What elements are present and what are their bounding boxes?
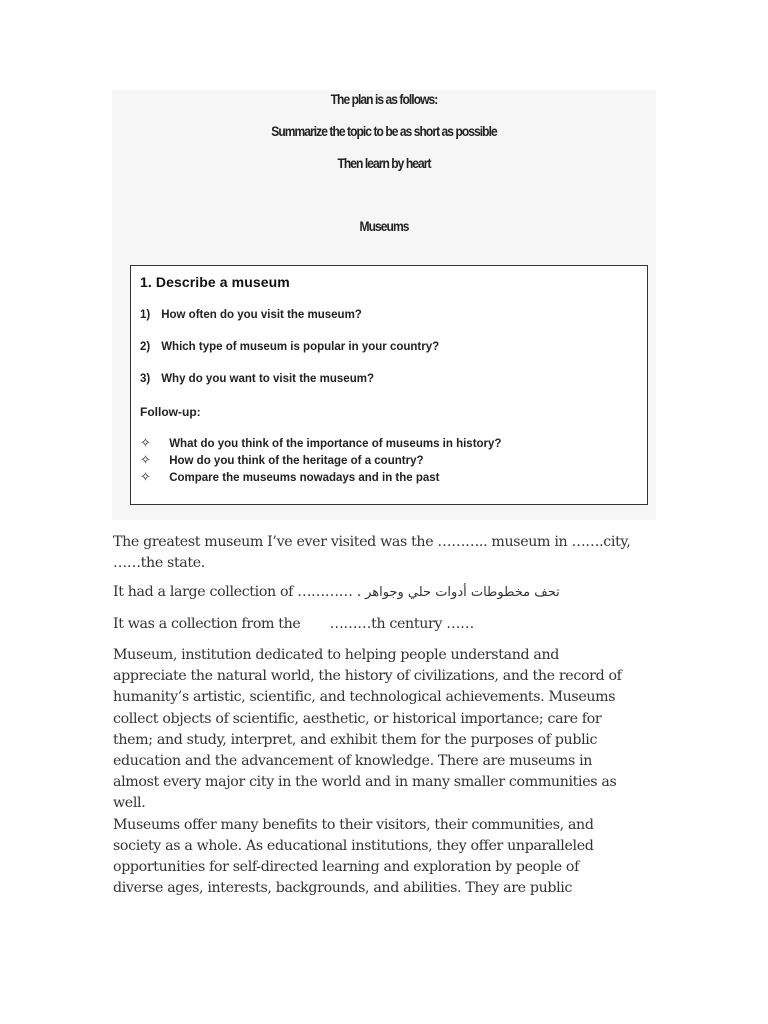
paragraph-line: appreciate the natural world, the history of civilizations, and the record of: [113, 668, 622, 685]
follow-up-item: [140, 435, 501, 451]
question-number: 1): [140, 309, 151, 321]
question-text: How often do you visit the museum?: [161, 309, 362, 321]
sentence-arabic: تحف مخطوطات أدوات حلي وجواهر: [365, 585, 560, 600]
paragraph-line: collect objects of scientific, aesthetic, or historical importance; care for: [113, 710, 602, 727]
question-box-title: 1. Describe a museum: [140, 274, 290, 290]
plan-heading: The plan is as follows:: [330, 91, 438, 107]
paragraph-line: education and the advancement of knowledge. There are museums in: [113, 753, 593, 770]
question-text: Which type of museum is popular in your country?: [161, 341, 440, 353]
paragraph-line: them; and study, interpret, and exhibit them for the purposes of public: [113, 731, 598, 748]
learn-instruction: Then learn by heart: [337, 155, 431, 171]
sentence-century: It was a collection from the ………th century ……: [113, 616, 474, 632]
paragraph-line: Museum, institution dedicated to helping people understand and: [113, 647, 560, 663]
paragraph-line: well.: [113, 795, 146, 812]
question-text: Why do you want to visit the museum?: [161, 373, 374, 385]
follow-up-text: Compare the museums nowadays and in the past: [169, 472, 440, 484]
star-bullet-icon: ✧: [140, 469, 151, 484]
star-bullet-icon: ✧: [140, 452, 151, 467]
paragraph-line: almost every major city in the world and in many smaller communities as: [113, 774, 617, 791]
paragraph-line: Museums offer many benefits to their visitors, their communities, and: [113, 816, 594, 833]
summarize-instruction: Summarize the topic to be as short as possible: [271, 123, 497, 139]
star-bullet-icon: ✧: [140, 435, 151, 450]
sentence-line: ……the state.: [113, 555, 205, 572]
question-number: 2): [140, 341, 151, 353]
follow-up-text: What do you think of the importance of museums in history?: [169, 438, 502, 450]
sentence-line: The greatest museum I’ve ever visited was the ……….. museum in …….city,: [113, 534, 631, 550]
follow-up-text: How do you think of the heritage of a country?: [169, 455, 424, 467]
question-item: [140, 309, 362, 321]
follow-up-item: [140, 469, 440, 485]
paragraph-museum-definition: [113, 645, 653, 899]
paragraph-line: opportunities for self-directed learning and exploration by people of: [113, 859, 580, 876]
question-box: [130, 265, 648, 505]
sentence-greatest-museum: [113, 532, 653, 574]
question-item: [140, 341, 439, 353]
paragraph-line: humanity’s artistic, scientific, and technological achievements. Museums: [113, 689, 616, 706]
topic-title: Museums: [359, 218, 409, 234]
paragraph-line: society as a whole. As educational institutions, they offer unparalleled: [113, 837, 594, 854]
sentence-english: It had a large collection of ………… .: [113, 584, 361, 600]
follow-up-label: Follow-up:: [140, 405, 201, 419]
question-item: [140, 373, 374, 385]
sentence-collection: [113, 582, 653, 603]
follow-up-item: [140, 452, 423, 468]
question-number: 3): [140, 373, 151, 385]
paragraph-line: diverse ages, interests, backgrounds, and abilities. They are public: [113, 880, 573, 897]
